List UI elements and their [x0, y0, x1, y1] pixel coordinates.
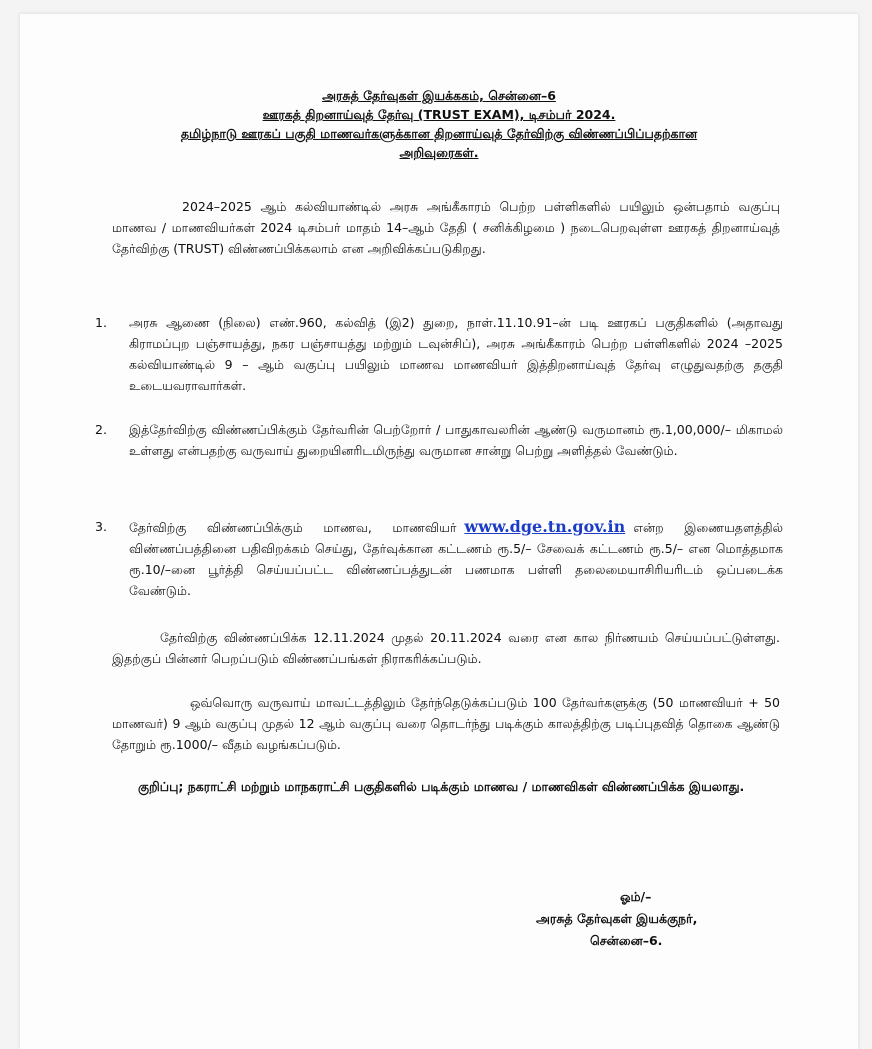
document-header — [20, 86, 858, 162]
item-text-after-link: என்ற இணையதளத்தில் விண்ணப்பத்தினை பதிவிறக்கம் செய்து, தேர்வுக்கான கட்டணம் ரூ.5/– சேவைக் கட்டணம் ரூ.5/– என மொத்தமாக ரூ.10/–னை பூர்த்தி செய்யப்பட்ட விண்ணப்பத்துடன் பணமாக பள்ளி தலைமையாசிரியரிடம் ஒப்படைக்க வேண்டும். — [129, 520, 783, 598]
item-text-before-link: தேர்விற்கு விண்ணப்பிக்கும் மாணவ, மாணவியர் — [129, 520, 457, 535]
header-office-title: அரசுத் தேர்வுகள் இயக்ககம், சென்னை–6 — [322, 88, 556, 103]
list-item — [95, 312, 783, 396]
signature-block — [520, 886, 770, 952]
header-exam-title: ஊரகத் திறனாய்வுத் தேர்வு (TRUST EXAM), டிசம்பர் 2024. — [262, 107, 616, 122]
list-item — [95, 419, 783, 461]
signature-designation: அரசுத் தேர்வுகள் இயக்குநர், — [536, 911, 698, 926]
signature-om: ஓம்/– — [620, 889, 652, 904]
intro-paragraph: 2024–2025 ஆம் கல்வியாண்டில் அரசு அங்கீகாரம் பெற்ற பள்ளிகளில் பயிலும் ஒன்பதாம் வகுப்பு மாணவ / மாணவியர்கள் 2024 டிசம்பர் மாதம் 14–ஆம் தேதி ( சனிக்கிழமை ) நடைபெறவுள்ள ஊரகத் திறனாய்வுத் தேர்விற்கு (TRUST) விண்ணப்பிக்கலாம் என அறிவிக்கப்படுகிறது. — [112, 199, 780, 256]
list-item — [95, 516, 783, 601]
signature-place: சென்னை–6. — [590, 933, 663, 948]
item-number: 1. — [95, 315, 107, 330]
item-text — [129, 516, 783, 601]
header-subject-title: தமிழ்நாடு ஊரகப் பகுதி மாணவர்களுக்கான திறனாய்வுத் தேர்விற்கு விண்ணப்பிப்பதற்கான அறிவுரைகள். — [180, 126, 698, 160]
scholarship-paragraph: ஒவ்வொரு வருவாய் மாவட்டத்திலும் தேர்ந்தெடுக்கப்படும் 100 தேர்வர்களுக்கு (50 மாணவியர் + 50 மாணவர்) 9 ஆம் வகுப்பு முதல் 12 ஆம் வகுப்பு வரை தொடர்ந்து படிக்கும் காலத்திற்கு படிப்புதவித் தொகை ஆண்டு தோறும் ரூ.1000/– வீதம் வழங்கப்படும். — [112, 695, 780, 752]
website-link[interactable]: www.dge.tn.gov.in — [464, 517, 626, 536]
item-text: அரசு ஆணை (நிலை) எண்.960, கல்வித் (இ2) துறை, நாள்.11.10.91–ன் படி ஊரகப் பகுதிகளில் (அதாவது கிராமப்புற பஞ்சாயத்து, நகர பஞ்சாயத்து மற்றும் டவுன்சிப்), அரசு அங்கீகாரம் பெற்ற பள்ளிகளில் 2024 –2025 கல்வியாண்டில் 9 – ஆம் வகுப்பு பயிலும் மாணவ மாணவியர் இத்திறனாய்வுத் தேர்வு எழுதுவதற்கு தகுதி உடையவராவார்கள். — [129, 315, 783, 393]
application-dates-paragraph: தேர்விற்கு விண்ணப்பிக்க 12.11.2024 முதல் 20.11.2024 வரை என கால நிர்ணயம் செய்யப்பட்டுள்ளது. இதற்குப் பின்னர் பெறப்படும் விண்ணப்பங்கள் நிராகரிக்கப்படும். — [112, 630, 780, 666]
note-paragraph: குறிப்பு; நகராட்சி மற்றும் மாநகராட்சி பகுதிகளில் படிக்கும் மாணவ / மாணவிகள் விண்ணப்பிக்க இயலாது. — [138, 779, 745, 794]
item-number: 3. — [95, 519, 107, 534]
item-text: இத்தேர்விற்கு விண்ணப்பிக்கும் தேர்வரின் பெற்றோர் / பாதுகாவலரின் ஆண்டு வருமானம் ரூ.1,00,000/– மிகாமல் உள்ளது என்பதற்கு வருவாய் துறையினரிடமிருந்து வருமான சான்று பெற்று அளித்தல் வேண்டும். — [129, 422, 783, 458]
item-number: 2. — [95, 422, 107, 437]
notice-document — [20, 14, 858, 1049]
